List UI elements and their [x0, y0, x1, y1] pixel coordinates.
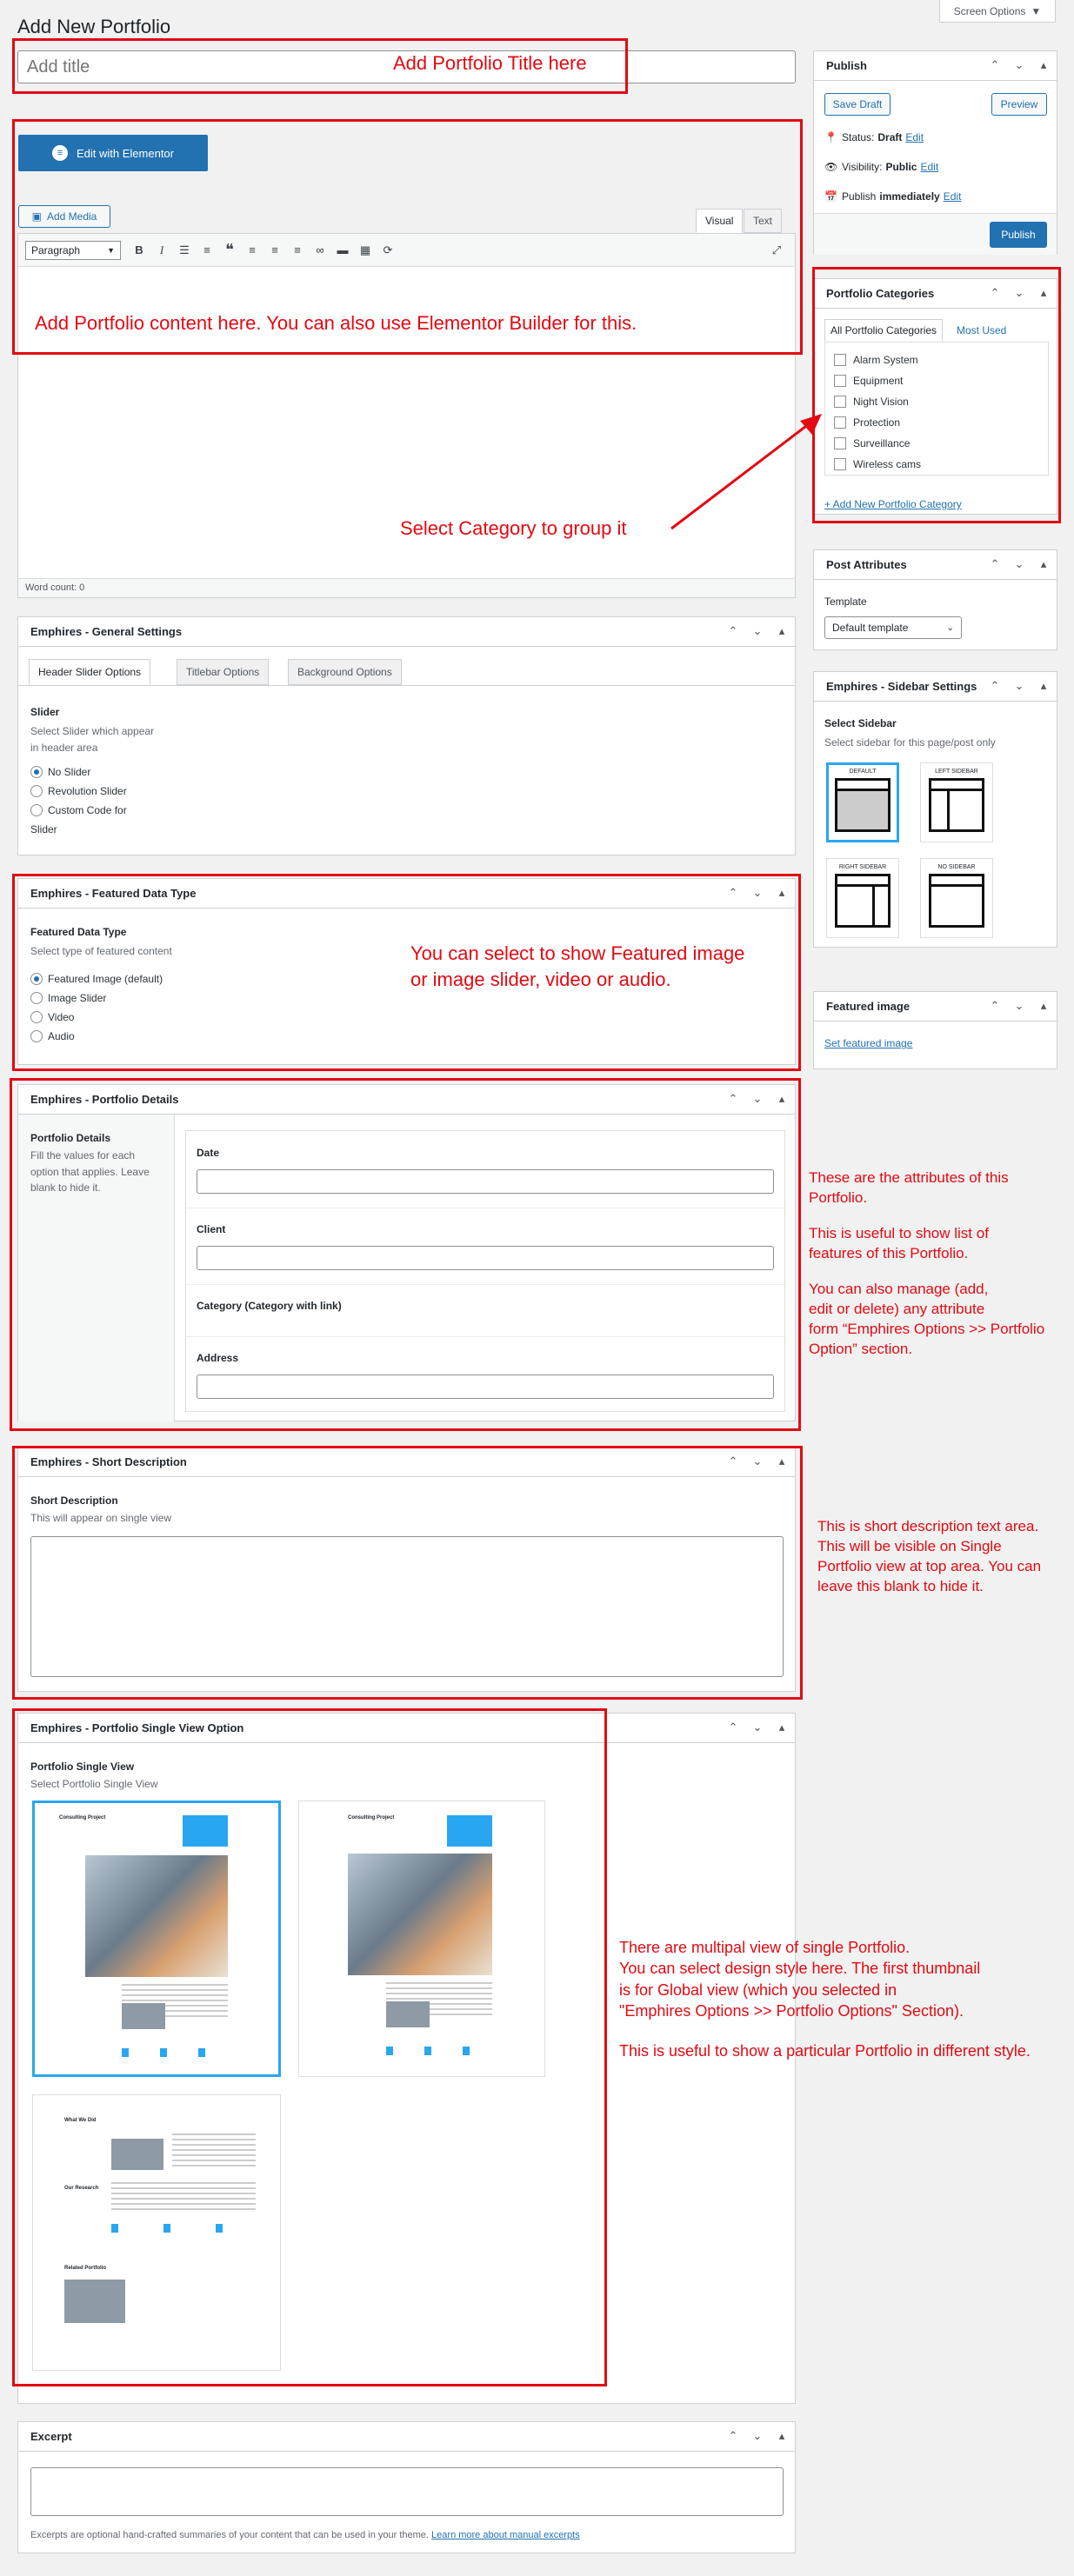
template-select[interactable] — [824, 616, 962, 639]
single-view-label: Portfolio Single View — [30, 1761, 135, 1773]
radio-image-slider[interactable] — [30, 992, 163, 1004]
editor-toolbar — [18, 234, 795, 267]
panel-controls[interactable] — [727, 1092, 788, 1106]
annotation-details-text — [809, 1168, 1070, 1360]
publish-time-value: immediately — [879, 190, 940, 203]
thumb-small-photo — [386, 2001, 430, 2027]
annotation-short-line-2: This will be visible on Single — [817, 1537, 1002, 1554]
short-description-title[interactable] — [18, 1448, 795, 1477]
thumb-photo — [85, 1855, 228, 1977]
edit-with-elementor-button[interactable] — [18, 135, 208, 171]
move-up-icon[interactable]: ⌃ — [728, 886, 738, 899]
slider-desc — [30, 723, 154, 755]
field-date-input[interactable] — [197, 1169, 774, 1194]
panel-controls[interactable] — [727, 1721, 788, 1734]
annotation-details-line-2: Portfolio. — [809, 1188, 868, 1206]
panel-controls[interactable] — [727, 2429, 788, 2443]
preview-button[interactable]: Preview — [991, 93, 1047, 116]
category-alarm-system-label: Alarm System — [853, 354, 918, 366]
annotation-short-line-3: Portfolio view at top area. You can — [817, 1557, 1042, 1574]
single-view-thumb-3[interactable] — [32, 2094, 281, 2371]
featured-image-title-label: Featured image — [826, 1000, 911, 1013]
radio-no-slider-label: No Slider — [48, 766, 91, 778]
slider-options — [30, 766, 127, 842]
template-select-value: Default template — [832, 622, 909, 634]
field-category-label: Category (Category with link) — [197, 1300, 342, 1312]
move-down-icon[interactable]: ⌄ — [752, 886, 763, 899]
eye-icon: 👁 — [824, 161, 838, 173]
default-layout-icon — [835, 778, 891, 832]
single-view-thumb-2[interactable] — [298, 1801, 545, 2077]
thumb3-heading-1: What We Did — [64, 2118, 97, 2123]
annotation-details-line-3: This is useful to show list of — [809, 1224, 989, 1241]
elementor-sync-icon[interactable]: ⟳ — [383, 243, 393, 256]
publish-time-edit-link[interactable]: Edit — [943, 190, 962, 203]
thumb-icons-row — [122, 2048, 228, 2057]
numbered-list-icon[interactable]: ≡ — [203, 243, 210, 256]
short-description-desc: This will appear on single view — [30, 1512, 172, 1524]
radio-checked-icon — [30, 973, 43, 985]
thumb-photo — [348, 1854, 492, 1975]
elementor-icon: ≡ — [52, 145, 68, 161]
radio-custom-code-label-2: Slider — [30, 823, 57, 835]
category-night-vision-label: Night Vision — [853, 396, 909, 408]
radio-revolution-slider-label: Revolution Slider — [48, 785, 127, 797]
tab-background[interactable]: Background Options — [288, 659, 402, 685]
portfolio-details-title-label: Emphires - Portfolio Details — [30, 1093, 179, 1106]
single-view-title-label: Emphires - Portfolio Single View Option — [30, 1721, 244, 1734]
collapse-icon[interactable]: ▴ — [1040, 679, 1047, 692]
categories-list — [824, 342, 1049, 476]
category-wireless-cams[interactable] — [834, 454, 1039, 475]
annotation-title-text: Add Portfolio Title here — [393, 52, 587, 74]
collapse-icon[interactable]: ▴ — [778, 1092, 785, 1105]
featured-data-title-label: Emphires - Featured Data Type — [30, 887, 197, 900]
panel-controls[interactable] — [727, 624, 788, 638]
category-surveillance-label: Surveillance — [853, 437, 911, 449]
status-value: Draft — [877, 131, 903, 143]
move-up-icon[interactable]: ⌃ — [728, 624, 738, 637]
panel-controls[interactable] — [727, 1454, 788, 1468]
radio-audio-label: Audio — [48, 1030, 75, 1042]
panel-controls[interactable] — [989, 999, 1050, 1013]
annotation-single-line-5: This is useful to show a particular Portfolio in different style. — [619, 2042, 1031, 2060]
panel-controls[interactable] — [989, 58, 1050, 72]
radio-custom-code[interactable] — [30, 804, 127, 816]
portfolio-details-panel — [17, 1084, 796, 1421]
bullet-list-icon[interactable]: ☰ — [179, 243, 190, 256]
featured-data-options — [30, 973, 163, 1049]
annotation-short-line-4: leave this blank to hide it. — [817, 1577, 984, 1594]
thumb-heading: Consulting Project — [348, 1815, 395, 1821]
move-down-icon[interactable]: ⌄ — [1014, 557, 1024, 570]
thumb-small-photo — [122, 2003, 165, 2029]
move-down-icon[interactable]: ⌄ — [752, 624, 763, 637]
move-up-icon[interactable]: ⌃ — [990, 557, 1000, 570]
publish-time-row — [824, 190, 961, 203]
visibility-row — [824, 161, 938, 173]
short-description-textarea[interactable] — [30, 1536, 784, 1677]
general-settings-title-label: Emphires - General Settings — [30, 625, 183, 638]
portfolio-details-desc-line-3: blank to hide it. — [30, 1181, 101, 1195]
chevron-down-icon: ▼ — [107, 245, 115, 255]
field-client-label: Client — [197, 1223, 226, 1235]
annotation-single-line-1: There are multipal view of single Portfolio. — [619, 1939, 911, 1956]
radio-custom-code-line2 — [30, 823, 127, 835]
field-address-label: Address — [197, 1352, 239, 1364]
categories-panel — [813, 278, 1057, 515]
annotation-details-line-6: edit or delete) any attribute — [809, 1300, 985, 1317]
annotation-details-line-4: features of this Portfolio. — [809, 1244, 969, 1261]
align-right-icon[interactable]: ≡ — [294, 243, 301, 256]
paragraph-select[interactable] — [25, 241, 121, 260]
radio-icon — [30, 992, 43, 1004]
status-label: Status: — [842, 131, 875, 143]
radio-video-label: Video — [48, 1011, 75, 1023]
thumb-icons-row — [386, 2047, 492, 2055]
excerpt-textarea[interactable] — [30, 2467, 784, 2516]
align-center-icon[interactable]: ≡ — [271, 243, 278, 256]
no-sidebar-layout-icon — [929, 874, 984, 928]
annotation-single-text — [619, 1937, 1071, 2061]
category-equipment[interactable] — [834, 370, 1039, 391]
thumb3-photo-2 — [64, 2280, 125, 2323]
thumb-sidebar-block — [183, 1815, 228, 1847]
collapse-icon[interactable]: ▴ — [778, 1721, 785, 1734]
template-label: Template — [824, 596, 867, 608]
publish-button[interactable]: Publish — [990, 222, 1047, 248]
sidebar-option-left-label: LEFT SIDEBAR — [935, 769, 978, 775]
add-media-button[interactable] — [18, 205, 110, 228]
add-media-label: Add Media — [46, 210, 97, 223]
edit-with-elementor-label: Edit with Elementor — [77, 146, 174, 160]
single-view-title[interactable] — [18, 1714, 795, 1743]
slider-desc-line-1: Select Slider which appear — [30, 725, 155, 737]
category-equipment-label: Equipment — [853, 375, 904, 387]
tab-all-categories[interactable]: All Portfolio Categories — [824, 319, 943, 342]
publish-title-label: Publish — [826, 59, 867, 72]
move-up-icon[interactable]: ⌃ — [990, 999, 1000, 1012]
collapse-icon[interactable]: ▴ — [1040, 58, 1047, 71]
panel-controls[interactable] — [989, 557, 1050, 571]
collapse-icon[interactable]: ▴ — [1040, 999, 1047, 1012]
featured-data-label: Featured Data Type — [30, 926, 127, 938]
move-up-icon[interactable]: ⌃ — [990, 286, 1000, 299]
blockquote-icon[interactable]: ❝ — [225, 241, 234, 258]
annotation-short-line-1: This is short description text area. — [817, 1518, 1039, 1534]
featured-data-title[interactable] — [18, 879, 795, 909]
annotation-category-text: Select Category to group it — [400, 517, 627, 539]
details-fields-box — [185, 1130, 785, 1412]
checkbox-icon — [834, 375, 846, 387]
annotation-short-text — [817, 1517, 1073, 1597]
short-description-panel — [17, 1447, 796, 1692]
radio-audio[interactable] — [30, 1030, 163, 1042]
chevron-down-icon: ⌄ — [946, 622, 954, 633]
move-down-icon[interactable]: ⌄ — [752, 1721, 763, 1734]
portfolio-details-desc-line-2: option that applies. Leave — [30, 1165, 150, 1178]
collapse-icon[interactable]: ▴ — [778, 886, 785, 899]
checkbox-icon — [834, 396, 846, 408]
radio-icon — [30, 804, 43, 816]
move-up-icon[interactable]: ⌃ — [728, 1721, 738, 1734]
word-count: Word count: 0 — [18, 578, 795, 597]
category-surveillance[interactable] — [834, 433, 1039, 454]
portfolio-details-desc-line-1: Fill the values for each — [30, 1149, 136, 1162]
radio-no-slider[interactable] — [30, 766, 127, 778]
page-title: Add New Portfolio — [17, 16, 171, 37]
portfolio-details-label: Portfolio Details — [30, 1132, 111, 1144]
radio-checked-icon — [30, 766, 43, 778]
bold-icon[interactable]: B — [135, 243, 143, 256]
status-row — [824, 131, 924, 143]
annotation-featured-line-1: You can select to show Featured image — [410, 942, 745, 964]
collapse-icon[interactable]: ▴ — [1040, 557, 1047, 570]
annotation-arrow — [661, 409, 835, 539]
excerpt-note-text: Excerpts are optional hand-crafted summaries of your content that can be used in your theme. — [30, 2530, 429, 2540]
select-sidebar-desc: Select sidebar for this page/post only — [824, 736, 996, 749]
general-settings-panel — [17, 616, 796, 855]
sidebar-option-none-label: NO SIDEBAR — [937, 864, 976, 870]
annotation-featured-line-2: or image slider, video or audio. — [410, 968, 671, 990]
thumb3-icons-row — [111, 2224, 256, 2233]
set-featured-image-link[interactable]: Set featured image — [824, 1037, 913, 1049]
category-protection-label: Protection — [853, 416, 901, 429]
sidebar-option-default[interactable] — [826, 762, 899, 842]
field-divider — [186, 1336, 784, 1337]
radio-featured-image[interactable] — [30, 973, 163, 985]
single-view-desc: Select Portfolio Single View — [30, 1778, 158, 1790]
general-settings-title[interactable] — [18, 617, 795, 647]
sidebar-option-left[interactable] — [920, 762, 993, 842]
annotation-details-line-5: You can also manage (add, — [809, 1280, 989, 1297]
select-sidebar-label: Select Sidebar — [824, 717, 897, 729]
radio-image-slider-label: Image Slider — [48, 992, 107, 1004]
excerpt-title[interactable] — [18, 2422, 795, 2452]
thumb3-text-2 — [111, 2182, 256, 2213]
category-night-vision[interactable] — [834, 391, 1039, 412]
collapse-icon[interactable]: ▴ — [778, 624, 785, 637]
annotation-single-line-3: is for Global view (which you selected in — [619, 1980, 897, 1999]
italic-icon[interactable]: I — [159, 243, 164, 256]
toolbar-toggle-icon[interactable]: ▦ — [359, 243, 371, 256]
annotation-details-line-7: form “Emphires Options >> Portfolio — [809, 1320, 1045, 1337]
category-wireless-cams-label: Wireless cams — [853, 458, 922, 470]
left-sidebar-layout-icon — [929, 778, 984, 832]
radio-icon — [30, 1030, 43, 1042]
calendar-icon: 📅 — [824, 190, 837, 203]
link-icon[interactable]: ∞ — [316, 243, 324, 256]
media-icon: ▣ — [31, 210, 42, 223]
right-sidebar-layout-icon — [835, 874, 891, 928]
sidebar-option-right[interactable] — [826, 858, 899, 938]
sidebar-option-right-label: RIGHT SIDEBAR — [838, 864, 887, 870]
annotation-featured-text — [410, 941, 744, 992]
categories-title-label: Portfolio Categories — [826, 287, 935, 300]
field-client-input[interactable] — [197, 1246, 774, 1270]
thumb3-text-1 — [172, 2133, 256, 2168]
screen-options-button[interactable] — [939, 0, 1056, 23]
radio-icon — [30, 1011, 43, 1023]
sidebar-settings-panel — [813, 671, 1057, 948]
panel-controls[interactable] — [989, 286, 1050, 300]
caret-down-icon: ▼ — [1031, 4, 1042, 17]
move-up-icon[interactable]: ⌃ — [990, 58, 1000, 71]
annotation-single-line-2: You can select design style here. The first thumbnail — [619, 1960, 981, 1978]
radio-featured-image-label: Featured Image (default) — [48, 973, 163, 985]
publish-time-label: Publish — [842, 190, 877, 203]
tab-text[interactable]: Text — [744, 209, 782, 233]
short-description-label: Short Description — [30, 1494, 118, 1507]
publish-panel — [813, 50, 1057, 255]
excerpt-title-label: Excerpt — [30, 2430, 72, 2443]
excerpt-panel — [17, 2421, 796, 2553]
thumb-heading: Consulting Project — [59, 1815, 106, 1821]
read-more-icon[interactable]: ▬ — [337, 243, 349, 256]
field-divider — [186, 1284, 784, 1285]
featured-image-panel — [813, 991, 1057, 1069]
post-attributes-title-label: Post Attributes — [826, 558, 907, 571]
radio-custom-code-label: Custom Code for — [48, 804, 127, 816]
slider-label: Slider — [30, 706, 60, 718]
screen-options-label: Screen Options — [953, 4, 1026, 17]
sidebar-option-none[interactable] — [920, 858, 993, 938]
field-date-label: Date — [197, 1147, 220, 1159]
tab-header-slider[interactable]: Header Slider Options — [29, 659, 150, 685]
collapse-icon[interactable]: ▴ — [1040, 286, 1047, 299]
panel-controls[interactable] — [727, 886, 788, 900]
save-draft-button[interactable]: Save Draft — [824, 93, 891, 116]
sidebar-option-default-label: DEFAULT — [849, 769, 877, 775]
single-view-thumb-1[interactable] — [32, 1801, 281, 2077]
thumb3-photo-1 — [111, 2139, 163, 2170]
tab-divider — [18, 685, 795, 686]
move-down-icon[interactable]: ⌄ — [1014, 286, 1024, 299]
category-alarm-system[interactable] — [834, 349, 1039, 370]
collapse-icon[interactable]: ▴ — [778, 2429, 785, 2442]
panel-controls[interactable] — [989, 679, 1050, 693]
visibility-label: Visibility: — [842, 161, 883, 173]
radio-revolution-slider[interactable] — [30, 785, 127, 797]
tab-visual[interactable]: Visual — [696, 209, 743, 233]
collapse-icon[interactable]: ▴ — [778, 1454, 785, 1468]
checkbox-icon — [834, 354, 846, 366]
move-down-icon[interactable]: ⌄ — [752, 1092, 763, 1105]
move-down-icon[interactable]: ⌄ — [1014, 999, 1024, 1012]
category-protection[interactable] — [834, 412, 1039, 433]
radio-icon — [30, 785, 43, 797]
visibility-edit-link[interactable]: Edit — [920, 161, 939, 173]
annotation-content-text: Add Portfolio content here. You can also use Elementor Builder for this. — [35, 312, 637, 334]
move-up-icon[interactable]: ⌃ — [728, 1092, 738, 1105]
post-attributes-panel — [813, 549, 1057, 650]
move-down-icon[interactable]: ⌄ — [1014, 58, 1024, 71]
excerpt-note — [30, 2528, 580, 2543]
tab-most-used[interactable]: Most Used — [957, 324, 1007, 336]
move-up-icon[interactable]: ⌃ — [990, 679, 1000, 692]
fullscreen-icon[interactable]: ⤢ — [771, 243, 782, 256]
checkbox-icon — [834, 458, 846, 470]
annotation-single-line-4: "Emphires Options >> Portfolio Options" Section). — [619, 2001, 964, 2020]
portfolio-details-title[interactable] — [18, 1085, 795, 1115]
align-left-icon[interactable]: ≡ — [249, 243, 256, 256]
checkbox-icon — [834, 437, 846, 449]
paragraph-select-label: Paragraph — [31, 243, 81, 256]
slider-desc-line-2: in header area — [30, 741, 98, 754]
annotation-details-line-8: Option” section. — [809, 1340, 913, 1357]
status-edit-link[interactable]: Edit — [905, 131, 924, 143]
thumb3-heading-3: Related Portfolio — [64, 2266, 107, 2271]
radio-video[interactable] — [30, 1011, 163, 1023]
pin-icon: 📍 — [824, 131, 837, 143]
thumb-sidebar-block — [447, 1815, 492, 1847]
add-new-category-link[interactable]: + Add New Portfolio Category — [824, 498, 962, 510]
move-up-icon[interactable]: ⌃ — [728, 2429, 738, 2442]
thumb3-heading-2: Our Research — [64, 2186, 99, 2191]
featured-data-desc: Select type of featured content — [30, 945, 172, 957]
checkbox-icon — [834, 416, 846, 429]
move-down-icon[interactable]: ⌄ — [752, 1454, 763, 1468]
tab-titlebar[interactable]: Titlebar Options — [177, 659, 269, 685]
visibility-value: Public — [885, 161, 917, 173]
move-up-icon[interactable]: ⌃ — [728, 1454, 738, 1468]
move-down-icon[interactable]: ⌄ — [752, 2429, 763, 2442]
move-down-icon[interactable]: ⌄ — [1014, 679, 1024, 692]
sidebar-settings-title-label: Emphires - Sidebar Settings — [826, 680, 977, 693]
portfolio-details-desc — [30, 1148, 170, 1196]
excerpt-learn-more-link[interactable]: Learn more about manual excerpts — [431, 2530, 580, 2540]
short-description-title-label: Emphires - Short Description — [30, 1455, 187, 1468]
field-address-input[interactable] — [197, 1375, 774, 1399]
annotation-details-line-1: These are the attributes of this — [809, 1169, 1009, 1186]
